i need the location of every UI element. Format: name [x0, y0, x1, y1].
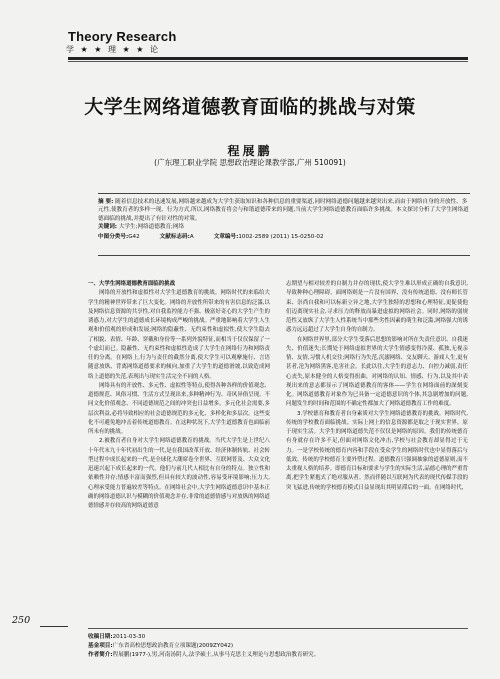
fund-label: 基金项目: [88, 643, 113, 649]
body-column-right [286, 280, 468, 493]
body-paragraph: 网络具有的开放性、多元性、虚拟性等特点,使得各种各样的价值观念、道德规范、风俗习惯、生活方式呈现出来,多种精神行为、奇风异俗呈现。不同文化价值观念、不同道德规范之间的冲突也日益增多。多元化社会需要,多层次利益,必将导致相应的社会道德规范的多元化、多样化和多层次。这些变化不可避免地冲击着传统道德教育。在这种状况下,大学生道德教育也面临前所未有的挑战。 [88, 382, 270, 435]
journal-subtitle: 学 ★ ★ 理 ★ ★ 论 [66, 45, 160, 54]
author-affiliation: (广东理工职业学院 思想政治理论课教学部,广州 510091) [154, 158, 346, 167]
body-paragraph: 网络的开放性和虚拟性对大学生道德教育的挑战。网络时代的来临给大学生的精神世界带来了巨大变化。网络的开放性所带来的有害信息的泛滥,以及网络信息资源的共享性,对自我监控能力不强、极富好奇心的大学生产生的诱惑力,对大学生的道德成长环境构成严峻的挑战。严重地影响着大学生人生观和价值观的形成和发展;网络的隐蔽性、无约束性和虚拟性,使大学生隐去了相貌、表情、年龄、穿戴和身份等一系列外貌特征,而相当于仅仅保留了一个虚幻而已。隐蔽性、无约束性和虚拟性造成了大学生在网络行为和网络责任的分离。在网络上,行为与责任的截然分离,使大学生可以观摩施行、言语随意放纵、背离网络道德要求的倾向,加重了大学生的道德滑坡,以致造成网络上道德的失范,表现出与现实生活完全不同的人格。 [88, 290, 270, 380]
keywords-text: 大学生;网络道德教育;网络 [118, 224, 185, 231]
author-info-label: 作者简介: [88, 652, 113, 658]
clc-label: 中图分类号: [98, 233, 129, 240]
footnote-author [88, 651, 473, 660]
doc-code-field [160, 233, 194, 241]
doc-code-label: 文献标志码: [159, 233, 190, 240]
received-value: 2011-03-30 [112, 634, 146, 640]
abstract-text: 随着信息技术的迅速发展,网络越来越成为大学生获取知识和各种信息的重要渠道,同时网络道德问题越来越突出来,而由于网络自身的开放性、多元性,使教育者的多样一现、行为方式,所以,网络教育将会与和谐道德带来的问题,当前大学生网络道德教育面临许多挑战。本文探讨分析了大学生网络道德面临的挑战,并提出了有针对性的对策。 [98, 199, 469, 222]
body-column-left [88, 280, 270, 511]
article-title: 大学生网络道德教育面临的挑战与对策 [84, 96, 416, 118]
abstract-bottom-rule [98, 255, 470, 256]
abstract-paragraph [98, 198, 470, 223]
keywords-line [98, 223, 470, 231]
received-label: 收稿日期: [88, 634, 113, 640]
page-number: 250 [12, 615, 31, 626]
body-paragraph: 3.学校德育和教育者自身素质对大学生网络道德教育的挑战。网络时代,传统的学校教育面临挑战。实际上网上的信息资源都是取之于现实世界。原于现实生活。大学生的网络道德失范不仅仅是网络的原因。我们的传统德育有身就存在许多不足,但面对网络文化冲击,学校与社会教育却显得过于无力。一是学校传统的德育内容和手段在受众学生的网络时代也中显得落后与低效。传统的学校德育主要外塑过程。道德教育只强调抽象的道德原则,而不太重视人格的培养。即德育目标和要求与学生的实际生活,品德心理的严重背离,把学生紧抱式了绝对服从者。然而伴随以互联网为代表的现代传媒手段的突飞猛进,传统的学校德育模式日益显现出其明显滞后的一面。在网络时代, [286, 410, 468, 491]
abstract-label: 摘 要: [98, 199, 114, 205]
article-no-field [214, 233, 324, 241]
clc-field [98, 233, 140, 241]
header-rule-thick [68, 57, 468, 60]
section-heading: 一、大学生网络道德教育面临的挑战 [88, 281, 176, 287]
footnote-received [88, 633, 473, 642]
article-no-value: 1002-2589 (2011) 15-0250-02 [238, 233, 324, 240]
footnotes [88, 633, 473, 660]
article-author: 程展鹏 [227, 144, 273, 158]
author-info-value: 程展鹏(1977-),男,河南汤阴人,法学硕士,从事马克思主义理论与思想政治教育研究。 [112, 652, 320, 658]
footnote-fund [88, 642, 473, 651]
doc-code-value: A [189, 233, 194, 240]
footnote-rule [88, 628, 468, 629]
header-rule-thin [68, 61, 468, 62]
body-paragraph: 在网络世界里,部分大学生受落后思想的影响对所在失责任意识、自我迷失、价值迷失;长期处于网络虚拟世界的大学生情感变得冷漠、孤独,无视亲情、友情,习惯人机交往;网络行为失范,沉溺网络、交友聊天、游戏人生,更有甚者,沦为网络黑客,危害社会。长此以往,大学生的意志力、自控力减弱,责任心丧失,原本健全的人格变得扭曲。对网络的认知、情感、行为,以及其中表现出来的意志都显示了网络道德教育的客体——学生在网络面前的深刻变化。网络道德教育对象作为已具备一定道德意识的个体,其急剧增加的问题,问题发生的时间和范围的不确定性都加大了网络道德教育工作的难度。 [286, 336, 468, 408]
classification-row [98, 233, 470, 241]
fund-value: 广东省高校思想政治教育立项课题(2009ZY042) [112, 643, 234, 649]
abstract-block [98, 198, 470, 241]
abstract-top-rule [98, 193, 470, 194]
keywords-label: 关键词: [98, 224, 118, 231]
journal-name: Theory Research [68, 29, 177, 44]
body-paragraph: 志期望与相对较差的自制力并存的现状,使大学生难以形成正确的自我意识,导致种种心理障碍。面网络则是一片没有国界、没有传统道德、没有师长管束、崇尚自我和可以标新立异之地,大学生独特的思想和心理特征,更促使他们迈离现实社会,寻求压力的释放而暴进虚拟的网络社会。同时,网络的弱规范性又放纵了大学生人性系统当中那些劣性因素的萌生和泛滥,网络强大的诱惑力远远超过了大学生自身的自制力。 [286, 281, 468, 334]
article-no-label: 文章编号: [213, 233, 239, 240]
body-paragraph: 2.被教育者自身对大学生网络道德教育的挑战。当代大学生是上世纪八十年代末九十年代初出生的一代,是在我国改革开放、经济体制转轨、社会转型过程中成长起来的一代,是全球化大潮席卷全世界、互联网普及、大众文化迅速兴起下成长起来的一代。他们与前几代人相比有自身的特点。独立性和依赖性并存;情感丰富而强烈,但具有较大的波动性,容易受环境影响;压力大,心理承受能力普遍较差等特点。在网络社会中,大学生网络道德意识中基本正确的网络道德认识与模糊的价值观念并存,非常的道德情感与对放纵的网络道德情感并存较高的网络道德意 [88, 438, 270, 509]
clc-value: G42 [128, 233, 140, 240]
page-number-rule [40, 626, 68, 627]
